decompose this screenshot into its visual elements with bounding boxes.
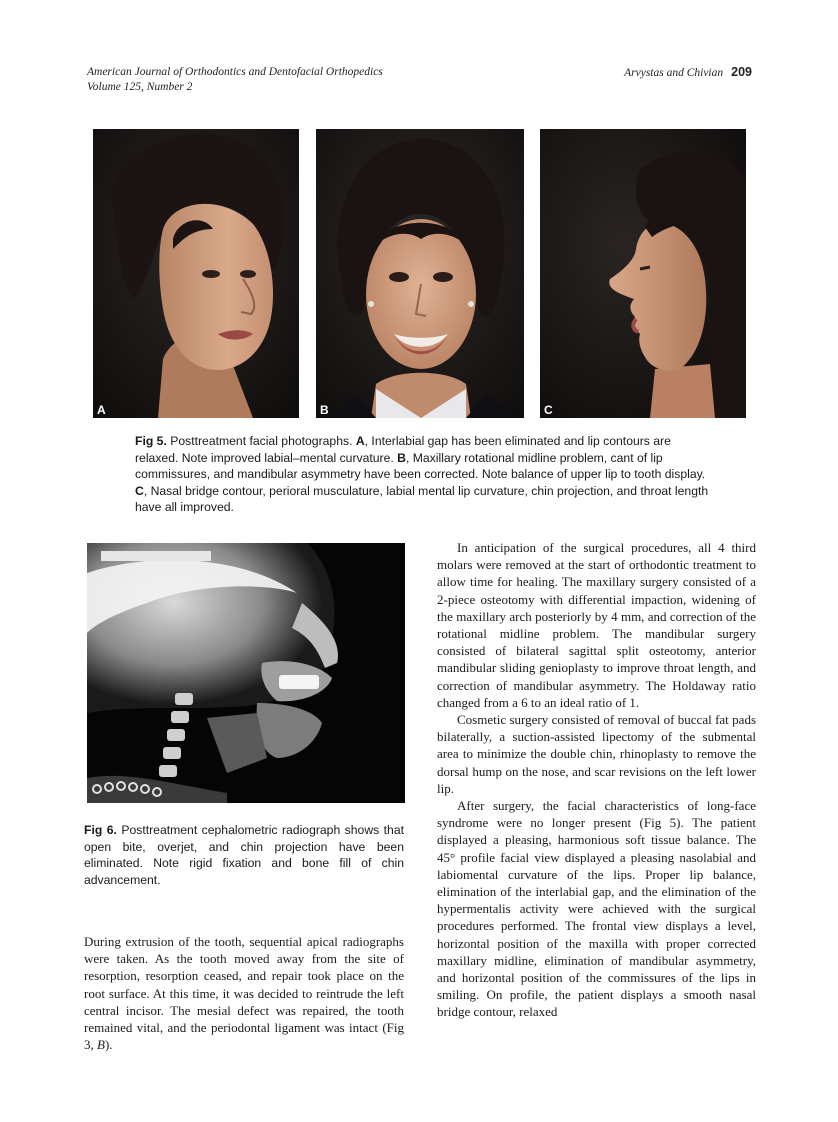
journal-title: American Journal of Orthodontics and Dentofacial Orthopedics (87, 66, 383, 78)
figure-reference-label: B (97, 1037, 105, 1053)
journal-volume: Volume 125, Number 2 (87, 81, 193, 93)
panel-label-a: A (97, 403, 106, 417)
author-names: Arvystas and Chivian (624, 67, 724, 79)
portrait-profile-image (540, 129, 746, 418)
cephalometric-radiograph-image (87, 543, 405, 803)
paragraph-cosmetic-surgery: Cosmetic surgery consisted of removal of buccal fat pads bilaterally, a suction-assisted lipectomy of the submental area to minimize the double chin, rhinoplasty to remove the dorsal hump on the nose, and scar revisions on the left lower lip. (437, 712, 756, 796)
figure6-caption-text: Posttreatment cephalometric radiograph shows that open bite, overjet, and chin projection have been eliminated. Note rigid fixation and bone fill of chin advancement. (84, 823, 405, 887)
figure5-caption-number: Fig 5. (135, 434, 167, 448)
figure6-caption (84, 822, 404, 888)
running-header-right (624, 65, 752, 81)
body-right-column (437, 539, 756, 1021)
figure6-radiograph (87, 543, 405, 803)
figure5-caption-c-label: C (135, 483, 144, 498)
paragraph-tooth-extrusion-text: During extrusion of the tooth, sequential apical radiographs were taken. As the tooth moved away from the site of resorption, resorption ceased, and repair took place on the root surface. At this time, it was decided to reintrude the left central incisor. The mesial defect was repaired, the tooth remained vital, and the periodontal ligament was intact (Fig 3, (84, 934, 404, 1053)
portrait-three-quarter-image (93, 129, 299, 418)
paragraph-after-surgery: After surgery, the facial characteristics of long-face syndrome were no longer present (Fig 5). The patient displayed a pleasing, harmonious soft tissue balance. The 45° profile facial view displayed a pleasing nasolabial and labiomental curvature of the lips. Proper lip balance, elimination of the interlabial gap, and the elimination of the hypermentalis activity were achieved with the surgical procedures performed. The frontal view displays a level, horizontal position of the maxilla with proper corrected maxillary midline, elimination of mandibular asymmetry, and horizontal position of the commissures of the lips in smiling. On profile, the patient displays a smooth nasal bridge contour, relaxed (437, 798, 756, 1020)
paragraph-tooth-extrusion (84, 933, 404, 1053)
figure5-caption-a-label: A (355, 434, 365, 448)
page-number: 209 (731, 65, 752, 79)
body-left-column (84, 933, 404, 1053)
paragraph-tooth-extrusion-end: ). (104, 1037, 113, 1053)
running-header-left (87, 65, 383, 95)
figure5-caption-b-label: B (397, 450, 406, 465)
figure5-photo-c (540, 129, 746, 418)
paragraph-surgical-procedures: In anticipation of the surgical procedures, all 4 third molars were removed at the start of orthodontic treatment to allow time for healing. The maxillary surgery consisted of a 2-piece osteotomy with differential impaction, widening of the maxillary arch posteriorly by 4 mm, and correction of the rotational midline problem. The mandibular surgery consisted of bilateral sagittal split osteotomy, anterior mandibular sliding genioplasty to improve throat length, and correction of mandibular asymmetry. The Holdaway ratio changed from a 6 to an ideal ratio of 1. (437, 540, 756, 710)
figure5-caption-a-text: , Interlabial gap has been eliminated and lip contours are relaxed. Note improved labial–mental curvature. (135, 434, 671, 465)
figure5-caption-c-text: , Nasal bridge contour, perioral musculature, labial mental lip curvature, chin projection, and throat length have all improved. (135, 483, 709, 514)
panel-label-c: C (544, 403, 553, 417)
figure5-caption (135, 433, 710, 516)
figure5-caption-b-text: , Maxillary rotational midline problem, cant of lip commissures, and mandibular asymmetry have been corrected. Note balance of upper lip to tooth display. (135, 450, 706, 481)
figure5-photo-b (316, 129, 524, 418)
figure5-photo-a (93, 129, 299, 418)
figure6-caption-number: Fig 6. (84, 823, 117, 837)
portrait-frontal-image (316, 129, 524, 418)
figure5-caption-intro: Posttreatment facial photographs. (166, 434, 356, 448)
panel-label-b: B (320, 403, 329, 417)
